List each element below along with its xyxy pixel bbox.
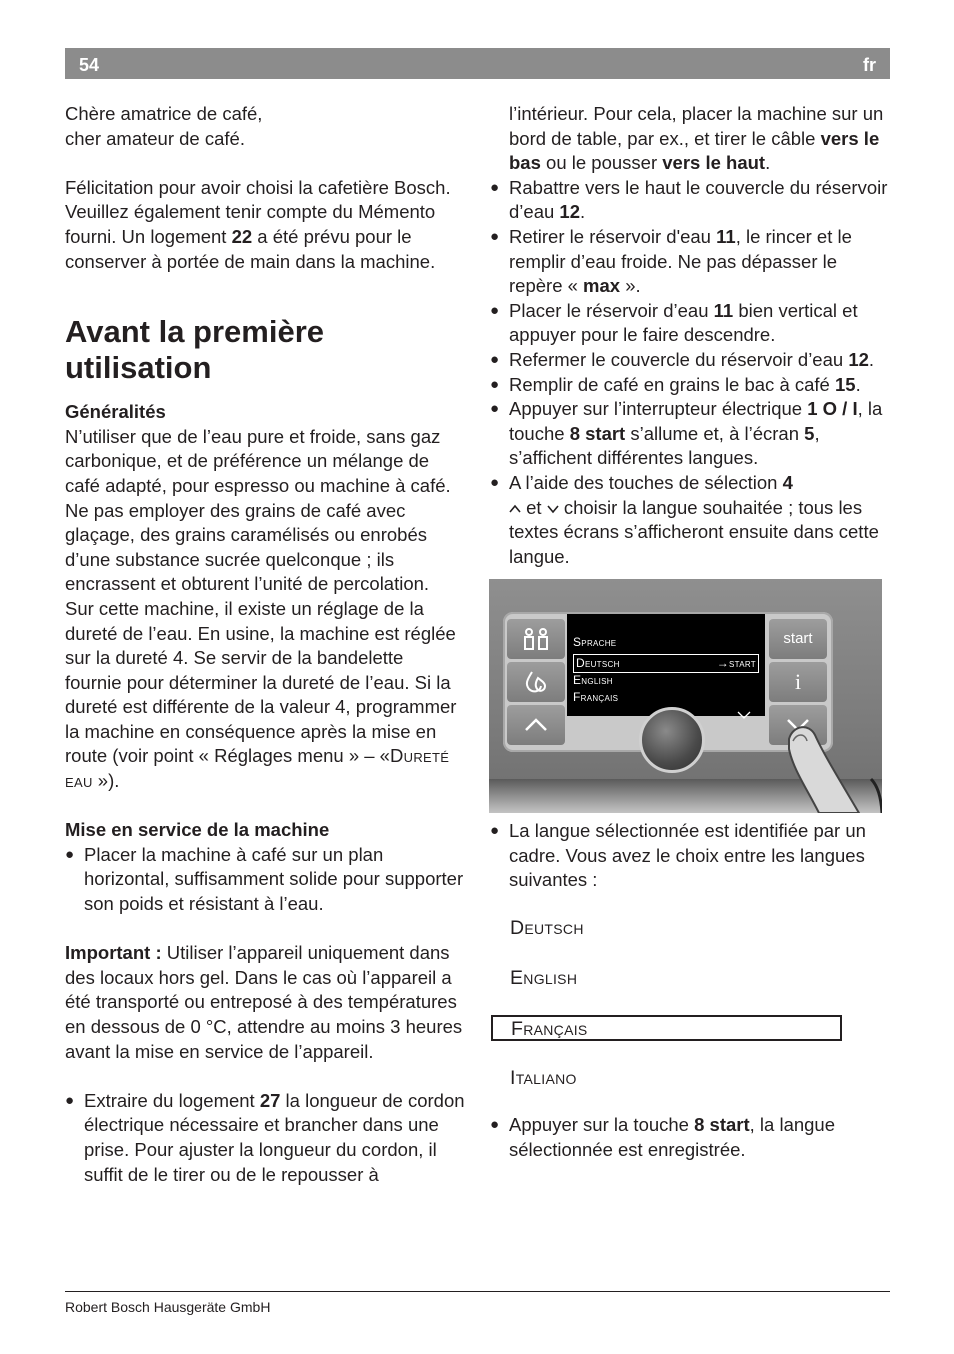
footer-rule — [65, 1291, 890, 1292]
rotary-knob — [639, 707, 705, 773]
bullet-selected-frame: ● La langue sélectionnée est identifiée par un cadre. Vous avez le choix entre les langues suivantes : — [490, 819, 890, 893]
left-column — [65, 102, 465, 1187]
control-panel-illustration — [489, 579, 882, 813]
right-column — [490, 102, 890, 1162]
page-header-bar — [65, 48, 890, 79]
bullet-tank: ● Retirer le réservoir d'eau 11, le rincer et le remplir d’eau froide. Ne pas dépasser le repère « max ». — [490, 225, 890, 299]
display-screen — [567, 614, 765, 716]
general-paragraph-1: N’utiliser que de l’eau pure et froide, sans gaz carbonique, et de préférence un mélange de café adapté, pour espresso ou machine à café. Ne pas employer des grains de café avec glaçage, des grains caramélisés ou enrobés d’une substance sucrée quelconque ; ils encrassent et obturent l’unité de percolation. — [65, 425, 451, 595]
chevron-up-icon — [507, 705, 565, 745]
bullet-switch: ● Appuyer sur l’interrupteur électrique 1 O / I, la touche 8 start s’allume et, à l’écran 5, s’affichent différentes langues. — [490, 397, 890, 471]
drop-button — [507, 662, 565, 702]
page-number: 54 — [79, 55, 100, 75]
subheading-mise-en-service: Mise en service de la machine — [65, 819, 330, 841]
bullet-place-machine: ● Placer la machine à café sur un plan horizontal, suffisamment solide pour supporter son poids et résistant à l’eau. — [65, 843, 465, 917]
water-drop-icon — [507, 662, 565, 702]
screen-chevron-down-icon — [737, 711, 751, 719]
intro-paragraph-2: Veuillez également tenir compte du Mémento fourni. Un logement 22 a été prévu pour le conserver à portée de main dans la machine. — [65, 201, 436, 272]
left-button-column — [507, 619, 565, 745]
language-item-italiano: Italiano — [510, 1067, 577, 1090]
language-item-francais: Français — [491, 1015, 842, 1041]
people-icon — [507, 619, 565, 659]
language-item-english: English — [510, 967, 578, 990]
cord-continuation: l’intérieur. Pour cela, placer la machine sur un bord de table, par ex., et tirer le câble vers le bas ou le pousser vers le haut. — [509, 103, 884, 174]
greeting-line-2: cher amateur de café. — [65, 127, 245, 149]
people-button — [507, 619, 565, 659]
bullet-beans: ● Remplir de café en grains le bac à café 15. — [490, 373, 890, 398]
intro-paragraph-1: Félicitation pour avoir choisi la cafetière Bosch. — [65, 176, 451, 198]
start-button: start — [769, 619, 827, 659]
bullet-select-language: ● A l’aide des touches de sélection 4 et choisir la langue souhaitée ; tous les textes écrans s’afficheront ensuite dans cette langue. — [490, 471, 890, 569]
screen-option-francais: Français — [573, 690, 619, 705]
bullet-confirm: ● Appuyer sur la touche 8 start, la langue sélectionnée est enregistrée. — [490, 1113, 890, 1162]
footer-company: Robert Bosch Hausgeräte GmbH — [65, 1299, 271, 1315]
screen-selected-row: Deutsch →start — [573, 654, 759, 673]
bullet-lid: ● Rabattre vers le haut le couvercle du réservoir d’eau 12. — [490, 176, 890, 225]
important-note: Important : Utiliser l’appareil uniquement dans des locaux hors gel. Dans le cas où l’appareil a été transporté ou entreposé à des températures en dessous de 0 °C, attendre au moins 3 heures avant la mise en service de l’appareil. — [65, 942, 463, 1062]
screen-option-english: English — [573, 673, 613, 688]
chevron-down-icon — [547, 503, 559, 515]
bullet-cord: ● Extraire du logement 27 la longueur de cordon électrique nécessaire et brancher dans une prise. Pour ajuster la longueur du cordon, il suffit de le tirer ou de le repousser à — [65, 1089, 465, 1187]
finger-icon — [779, 719, 882, 813]
subheading-generalites: Généralités — [65, 401, 166, 423]
bullet-tank-place: ● Placer le réservoir d’eau 11 bien vertical et appuyer pour le faire descendre. — [490, 299, 890, 348]
screen-title: Sprache — [573, 635, 617, 650]
language-code: fr — [863, 55, 876, 75]
language-item-francais-wrap — [510, 1003, 890, 1053]
info-button: i — [769, 662, 827, 702]
up-button — [507, 705, 565, 745]
general-paragraph-2: Sur cette machine, il existe un réglage de la dureté de l’eau. En usine, la machine est réglée sur la dureté 4. Se servir de la bandelette fournie pour déterminer la dureté de l’eau. Si la dureté est différente de la valeur 4, programmer la machine en conséquence après la mise en route (voir point « Réglages menu » – «Dureté eau »). — [65, 597, 457, 792]
greeting-line-1: Chère amatrice de café, — [65, 103, 263, 124]
chevron-up-icon — [509, 503, 521, 515]
language-item-deutsch: Deutsch — [510, 917, 584, 940]
language-list — [510, 903, 890, 1103]
bullet-close-lid: ● Refermer le couvercle du réservoir d’eau 12. — [490, 348, 890, 373]
section-heading: Avant la première utilisation — [65, 314, 325, 386]
